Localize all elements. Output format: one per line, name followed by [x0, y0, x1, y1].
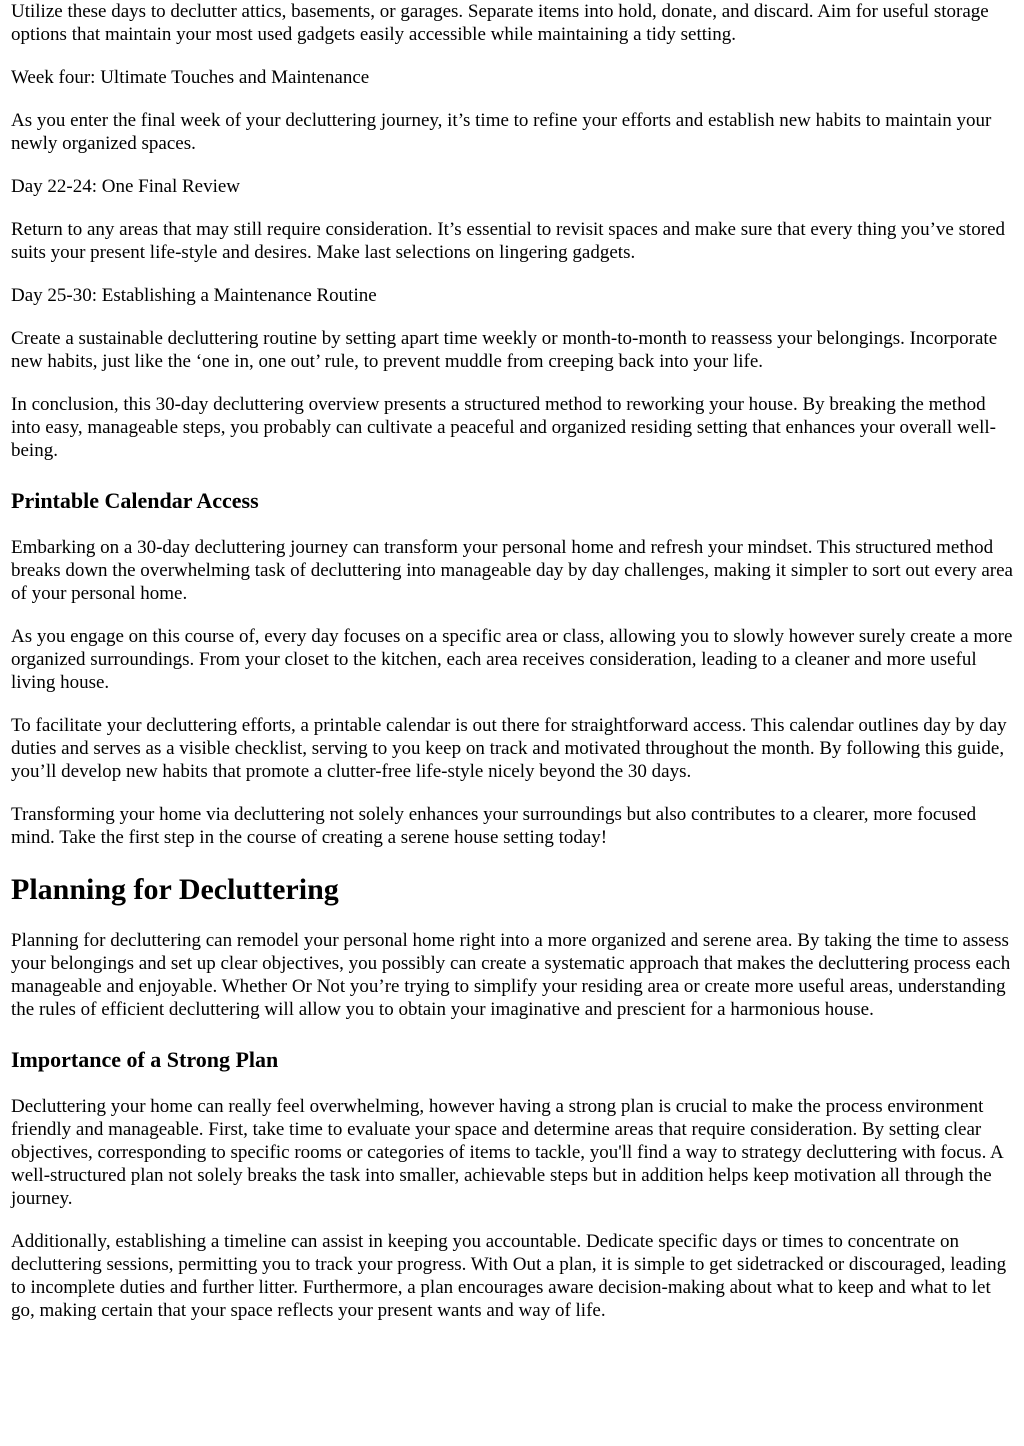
paragraph-conclusion: In conclusion, this 30-day decluttering overview presents a structured method to reworking your house. By breaking the method into easy, manageable steps, you probably can cultivate a peaceful and organized residing setting that enhances your overall well-being. — [11, 394, 997, 461]
strong-plan-heading: Importance of a Strong Plan — [11, 1047, 279, 1072]
paragraph-final-week: As you enter the final week of your decluttering journey, it’s time to refine your efforts and establish new habits to maintain your newly organized spaces. — [11, 110, 992, 154]
paragraph-attics: Utilize these days to declutter attics, basements, or garages. Separate items into hold, donate, and discard. Aim for useful storage options that maintain your most used gadgets easily accessible while maintaining a tidy setting. — [11, 1, 989, 45]
paragraph-transforming: Transforming your home via decluttering not solely enhances your surroundings but also contributes to a clearer, more focused mind. Take the first step in the course of creating a serene house setting today! — [11, 804, 977, 848]
paragraph-planning: Planning for decluttering can remodel your personal home right into a more organized and serene area. By taking the time to assess your belongings and set up clear objectives, you possibly can create a systematic approach that makes the decluttering process each manageable and enjoyable. Whether Or Not you’re trying to simplify your residing area or create more useful areas, understanding the rules of efficient decluttering will allow you to obtain your imaginative and prescient for a harmonious house. — [11, 930, 1011, 1020]
paragraph-embarking: Embarking on a 30-day decluttering journey can transform your personal home and refresh your mindset. This structured method breaks down the overwhelming task of decluttering into manageable day by day challenges, making it simpler to sort out every area of your personal home. — [11, 537, 1013, 604]
paragraph-review: Return to any areas that may still require consideration. It’s essential to revisit spaces and make sure that every thing you’ve stored suits your present life-style and desires. Make last selections on lingering gadgets. — [11, 219, 1006, 263]
day-25-30-heading: Day 25-30: Establishing a Maintenance Routine — [11, 285, 377, 306]
paragraph-calendar: To facilitate your decluttering efforts, a printable calendar is out there for straightforward access. This calendar outlines day by day duties and serves as a visible checklist, serving to you keep on track and motivated throughout the month. By following this guide, you’ll develop new habits that promote a clutter-free life-style nicely beyond the 30 days. — [11, 715, 1007, 782]
paragraph-engage: As you engage on this course of, every day focuses on a specific area or class, allowing you to slowly however surely create a more organized surroundings. From your closet to the kitchen, each area receives consideration, leading to a cleaner and more useful living house. — [11, 626, 1013, 693]
printable-calendar-heading: Printable Calendar Access — [11, 488, 259, 513]
week-four-heading: Week four: Ultimate Touches and Maintenance — [11, 67, 370, 88]
day-22-24-heading: Day 22-24: One Final Review — [11, 176, 241, 197]
planning-heading: Planning for Decluttering — [11, 873, 339, 906]
paragraph-strong-plan: Decluttering your home can really feel overwhelming, however having a strong plan is crucial to make the process environment friendly and manageable. First, take time to evaluate your space and determine areas that require consideration. By setting clear objectives, corresponding to specific rooms or categories of items to tackle, you'll find a way to strategy decluttering with focus. A well-structured plan not solely breaks the task into smaller, achievable steps but in addition helps keep motivation all through the journey. — [11, 1096, 1003, 1209]
paragraph-timeline: Additionally, establishing a timeline can assist in keeping you accountable. Dedicate specific days or times to concentrate on decluttering sessions, permitting you to track your progress. With Out a plan, it is simple to get sidetracked or discouraged, leading to incomplete duties and further litter. Furthermore, a plan encourages aware decision-making about what to keep and what to let go, making certain that your space reflects your present wants and way of life. — [11, 1231, 1007, 1321]
paragraph-routine: Create a sustainable decluttering routine by setting apart time weekly or month-to-month to reassess your belongings. Incorporate new habits, just like the ‘one in, one out’ rule, to prevent muddle from creeping back into your life. — [11, 328, 998, 372]
